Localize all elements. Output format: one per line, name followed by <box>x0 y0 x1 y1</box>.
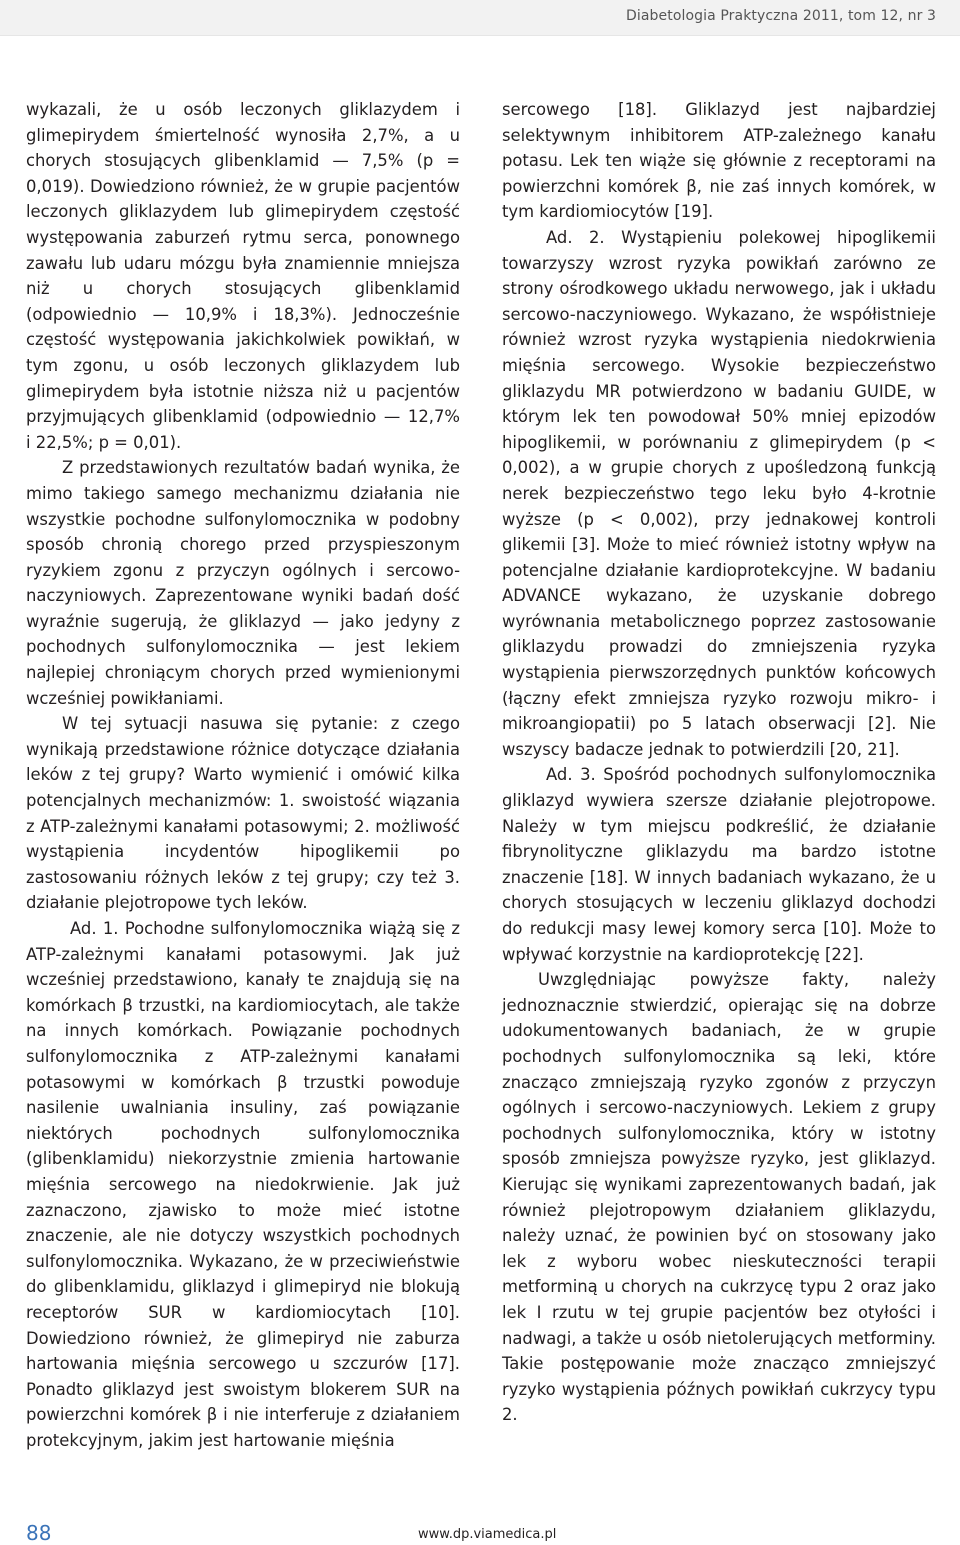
paragraph: Ad. 1. Pochodne sulfonylomocznika wiążą się z ATP-zależnymi kanałami potasowymi. Jak już wcześniej przedstawiono, kanały te znajdują się na komórkach β trzustki, na kardiomiocytach, ale także na innych komórkach. Powiązanie pochodnych sulfonylomocznika z ATP-zależnymi kanałami potasowymi w komórkach β trzustki powoduje nasilenie uwalniania insuliny, zaś powiązanie niektórych pochodnych sulfonylomocznika (glibenklamidu) niekorzystnie zmienia hartowanie mięśnia sercowego na niedokrwienie. Jak już zaznaczono, zjawisko to może mieć istotne znaczenie, ale nie dotyczy wszystkich pochodnych sulfonylomocznika. Wykazano, że w przeciwieństwie do glibenklamidu, gliklazyd i glimepiryd nie blokują receptorów SUR w kardiomiocytach [10]. Dowiedziono również, że glimepiryd nie zaburza hartowania mięśnia sercowego u szczurów [17]. Ponadto gliklazyd jest swoistym blokerem SUR na powierzchni komórek β i nie interferuje z działaniem protekcyjnym, jakim jest hartowanie mięśnia <box>26 919 460 1450</box>
page-number: 88 <box>26 1521 52 1545</box>
paragraph: sercowego [18]. Gliklazyd jest najbardziej selektywnym inhibitorem ATP-zależnego kanału potasu. Lek ten wiąże się głównie z receptorami na powierzchni komórek β, nie zaś innych komórek, w tym kardiomiocytów [19]. <box>502 100 936 222</box>
paragraph: Uwzględniając powyższe fakty, należy jednoznacznie stwierdzić, opierając się na dobrze udokumentowanych badaniach, że w grupie pochodnych sulfonylomocznika są leki, które znacząco zmniejszają ryzyko zgonów z przyczyn ogólnych i sercowo-naczyniowych. Lekiem z grupy pochodnych sulfonylomocznika, który w istotny sposób zmniejsza powyższe ryzyko, jest gliklazyd. Kierując się wynikami zaprezentowanych badań, jak również plejotropowym działaniem gliklazydu, należy uznać, że powinien być on stosowany jako lek z wyboru wobec nieskuteczności terapii metforminą u chorych na cukrzycę typu 2 oraz jako lek I rzutu w tej grupie pacjentów bez otyłości i nadwagi, a także u osób nietolerujących metforminy. Takie postępowanie może znacząco zmniejszyć ryzyko wystąpienia późnych powikłań cukrzycy typu 2. <box>502 970 936 1425</box>
journal-citation: Diabetologia Praktyczna 2011, tom 12, nr 3 <box>626 8 936 24</box>
paragraph: W tej sytuacji nasuwa się pytanie: z czego wynikają przedstawione różnice dotyczące działania leków z tej grupy? Warto wymienić i omówić kilka potencjalnych mechanizmów: 1. swoistość wiązania z ATP-zależnymi kanałami potasowymi; 2. możliwość wystąpienia incydentów hipoglikemii po zastosowaniu różnych leków z tej grupy; czy też 3. działanie plejotropowe tych leków. <box>26 714 460 913</box>
paragraph: Ad. 3. Spośród pochodnych sulfonylomocznika gliklazyd wywiera szersze działanie plejotropowe. Należy w tym miejscu podkreślić, że działanie fibrynolityczne gliklazydu ma bardzo istotne znaczenie [18]. W innych badaniach wykazano, że u chorych stosujących w leczeniu gliklazyd dochodzi do redukcji masy lewej komory serca [10]. Może to wpływać korzystnie na kardioprotekcję [22]. <box>502 765 936 964</box>
running-header <box>0 0 960 36</box>
left-column <box>26 97 460 1453</box>
paragraph: Ad. 2. Wystąpieniu polekowej hipoglikemii towarzyszy wzrost ryzyka powikłań zarówno ze strony ośrodkowego układu nerwowego, jak i układu sercowo-naczyniowego. Wykazano, że współistnieje również wzrost ryzyka wystąpienia niedokrwienia mięśnia sercowego. Wysokie bezpieczeństwo gliklazydu MR potwierdzono w badaniu GUIDE, w którym lek ten powodował 50% mniej epizodów hipoglikemii, w porównaniu z glimepirydem (p < 0,002), a w grupie chorych z upośledzoną funkcją nerek bezpieczeństwo tego leku było 4-krotnie wyższe (p < 0,002), przy jednakowej kontroli glikemii [3]. Może to mieć również istotny wpływ na potencjalne działanie kardioprotekcyjne. W badaniu ADVANCE wykazano, że uzyskanie dobrego wyrównania metabolicznego poprzez zastosowanie gliklazydu prowadzi do zmniejszenia ryzyka wystąpienia pierwszorzędnych punktów końcowych (łączny efekt zmniejsza ryzyko rozwoju mikro- i mikroangiopatii) po 5 latach obserwacji [2]. Nie wszyscy badacze jednak to potwierdzili [20, 21]. <box>502 227 936 759</box>
journal-url: www.dp.viamedica.pl <box>418 1527 557 1542</box>
paragraph: Z przedstawionych rezultatów badań wynika, że mimo takiego samego mechanizmu działania nie wszystkie pochodne sulfonylomocznika w podobny sposób chronią chorego przed przyspieszonym ryzykiem zgonu z przyczyn ogólnych i sercowo-naczyniowych. Zaprezentowane wyniki badań dość wyraźnie sugerują, że gliklazyd — jako jedyny z pochodnych sulfonylomocznika — jest lekiem najlepiej chroniącym chorych przed wymienionymi wcześniej powikłaniami. <box>26 458 460 708</box>
right-column <box>502 97 936 1428</box>
paragraph: wykazali, że u osób leczonych gliklazydem i glimepirydem śmiertelność wynosiła 2,7%, a u chorych stosujących glibenklamid — 7,5% (p = 0,019). Dowiedziono również, że w grupie pacjentów leczonych gliklazydem lub glimepirydem częstość występowania zaburzeń rytmu serca, ponownego zawału lub udaru mózgu była znamiennie mniejsza niż u chorych stosujących glibenklamid (odpowiednio — 10,9% i 18,3%). Jednocześnie częstość występowania jakichkolwiek powikłań, w tym zgonu, u osób leczonych gliklazydem lub glimepirydem była istotnie niższa niż u pacjentów przyjmujących glibenklamid (odpowiednio — 12,7% i 22,5%; p = 0,01). <box>26 100 460 452</box>
